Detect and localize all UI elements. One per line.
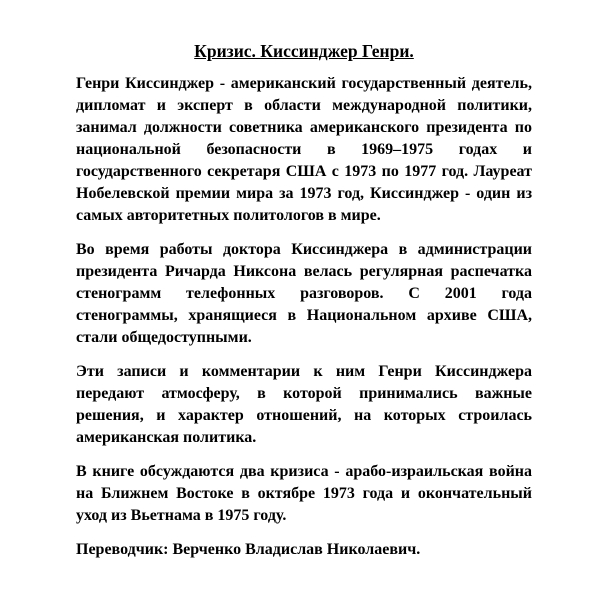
document-title: Кризис. Киссинджер Генри. (194, 41, 414, 61)
document-page (76, 40, 532, 561)
paragraph-bio: Генри Киссинджер - американский государственный деятель, дипломат и эксперт в области международной политики, занимал должности советника американского президента по национальной безопасности в 1969–1975 годах и государственного секретаря США с 1973 по 1977 год. Лауреат Нобелевской премии мира за 1973 год, Киссинджер - один из самых авторитетных политологов в мире. (76, 75, 532, 224)
paragraph-transcripts: Во время работы доктора Киссинджера в администрации президента Ричарда Никсона велась регулярная распечатка стенограмм телефонных разговоров. С 2001 года стенограммы, хранящиеся в Национальном архиве США, стали общедоступными. (76, 241, 532, 346)
translator-credit: Переводчик: Верченко Владислав Николаевич. (76, 541, 421, 558)
paragraph-records: Эти записи и комментарии к ним Генри Киссинджера передают атмосферу, в которой принимались важные решения, и характер отношений, на которых строилась американская политика. (76, 363, 532, 446)
paragraph-crises: В книге обсуждаются два кризиса - арабо-израильская война на Ближнем Востоке в октябре 1973 года и окончательный уход из Вьетнама в 1975 году. (76, 463, 532, 524)
